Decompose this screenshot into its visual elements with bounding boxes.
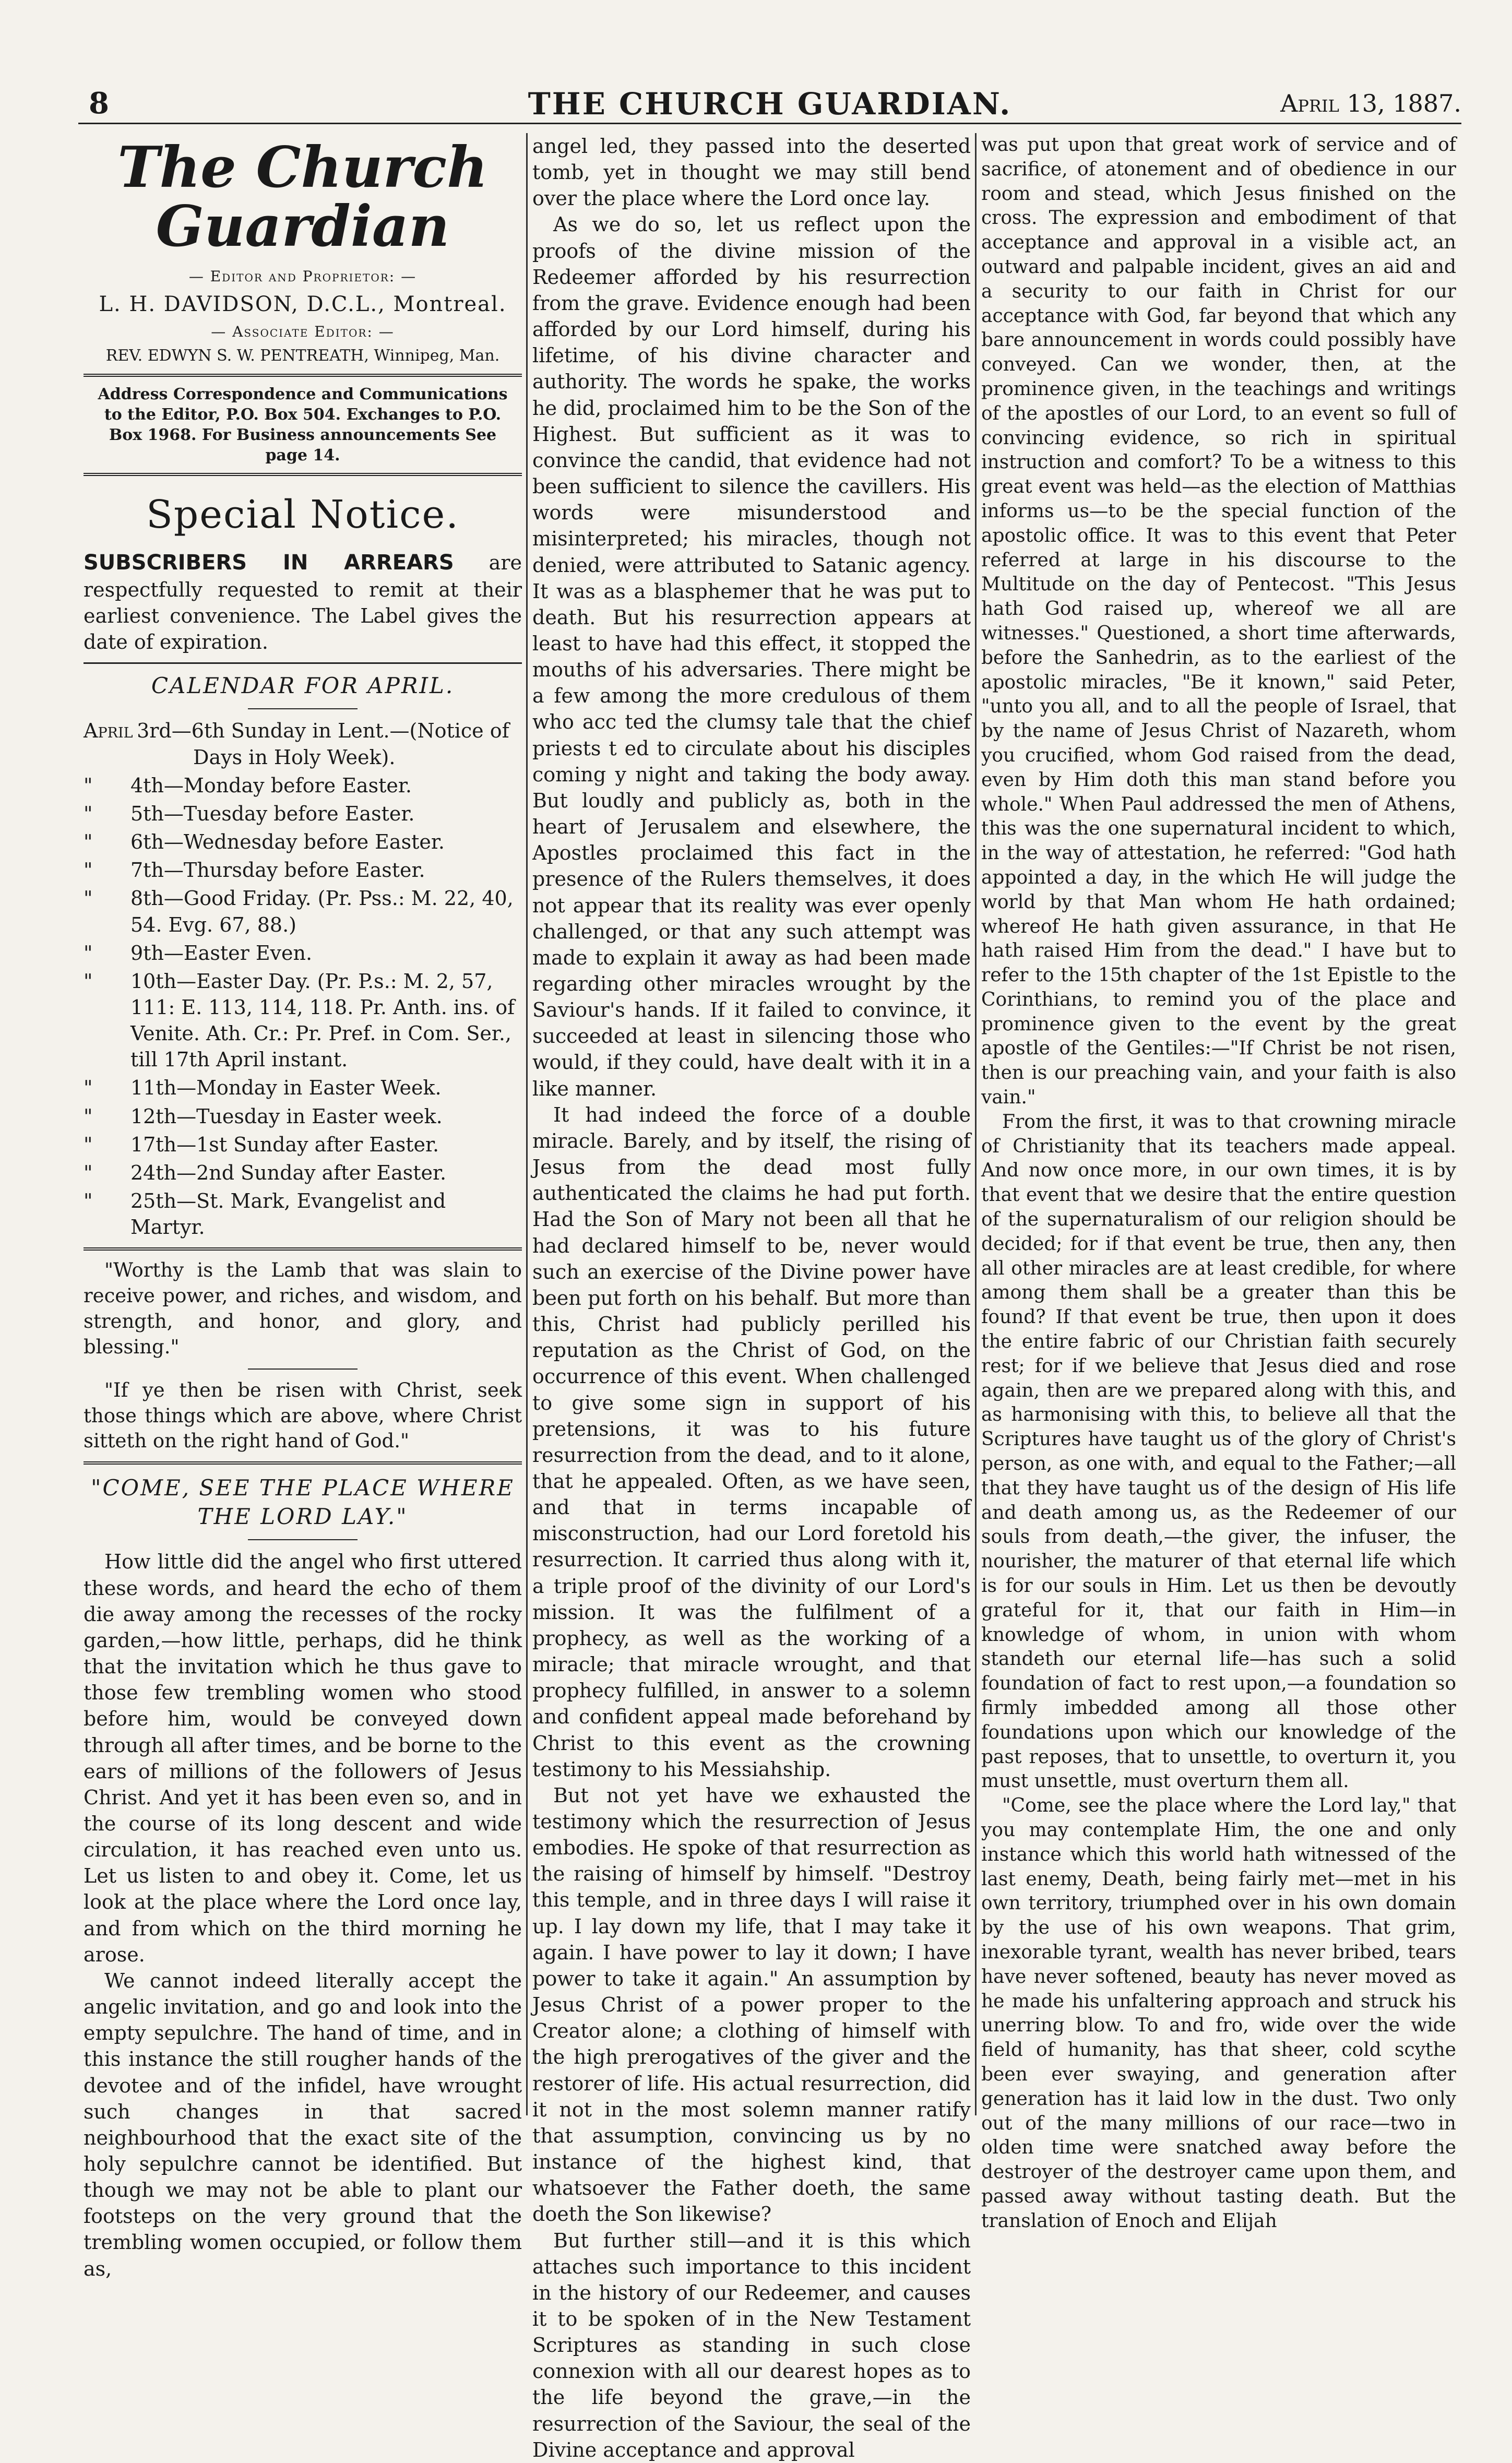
calendar-prefix: April	[84, 719, 133, 743]
calendar-item	[84, 801, 522, 827]
calendar-item	[84, 857, 522, 883]
scripture-quote: "If ye then be risen with Christ, seek those things which are above, where Christ sitteth on the right hand of God."	[84, 1378, 522, 1453]
article-paragraph: From the first, it was to that crowning miracle of Christianity that its teachers made appeal. And now once more, in our own times, it is by that event that we desire that the entire question of the supernaturalism of our religion should be decided; for if that event be true, then any, then all other miracles are at least credible, for where among them shall be a greater than this be found? If that event be true, then upon it does the entire fabric of our Christian faith securely rest; for if we believe that Jesus died and rose again, then are we prepared along with this, and as harmonising with this, to believe all that the Scriptures have taught us of the glory of Christ's person, as one with, and equal to the Father;—all that they have taught us of the design of His life and death among us, as the Redeemer of our souls from death,—the giver, the infuser, the nourisher, the maturer of that eternal life which is for our souls in Him. Let us then be devoutly grateful for it, that our faith in Him—in knowledge of whom, in union with whom standeth our eternal life—has such a solid foundation of fact to rest upon,—a foundation so firmly imbedded among all those other foundations upon which our knowledge of the past reposes, that to unsettle, to overturn it, you must unsettle, must overturn them all.	[981, 1111, 1456, 1792]
calendar-item	[84, 829, 522, 855]
calendar-item	[84, 718, 522, 770]
divider	[84, 1461, 522, 1465]
calendar-prefix: "	[84, 1161, 93, 1184]
calendar-item	[84, 940, 522, 966]
divider	[84, 1247, 522, 1251]
calendar-item	[84, 772, 522, 799]
divider	[248, 1369, 358, 1370]
calendar-prefix: "	[84, 1076, 93, 1100]
calendar-prefix: "	[84, 830, 93, 854]
calendar-text: 17th—1st Sunday after Easter.	[130, 1133, 439, 1156]
special-notice-body	[84, 549, 522, 655]
calendar-heading: CALENDAR FOR APRIL.	[151, 673, 455, 699]
editor-label: — Editor and Proprietor: —	[188, 267, 417, 285]
divider	[84, 473, 522, 476]
article-paragraph: How little did the angel who first uttered these words, and heard the echo of them die away among the recesses of the rocky garden,—how little, perhaps, did he think that the invitation which he thus gave to those few trembling women who stood before him, would be conveyed down through all after times, and be borne to the ears of millions of the followers of Jesus Christ. And yet it has been even so, and in the course of its long descent and wide circulation, it has reached even unto us. Let us listen to and obey it. Come, let us look at the place where the Lord once lay, and from which on the third morning he arose.	[84, 1550, 522, 1966]
running-head	[78, 86, 1461, 124]
associate-name: REV. EDWYN S. W. PENTREATH, Winnipeg, Man.	[105, 347, 500, 365]
calendar-text: 4th—Monday before Easter.	[130, 774, 412, 797]
column-1	[84, 133, 522, 2280]
article-paragraph: But further still—and it is this which attaches such importance to this incident in the history of our Redeemer, and causes it to be spoken of in the New Testament Scriptures as standing in such close connexion with all our dearest hopes as to the life beyond the grave,—in the resurrection of the Saviour, the seal of the Divine acceptance and approval	[532, 2229, 971, 2461]
calendar-item	[84, 1103, 522, 1129]
calendar-text: 11th—Monday in Easter Week.	[130, 1076, 442, 1100]
calendar-prefix: "	[84, 941, 93, 965]
special-notice-heading: Special Notice.	[146, 492, 459, 538]
article-title: "COME, SEE THE PLACE WHERE THE LORD LAY."	[91, 1475, 515, 1529]
calendar-text: 9th—Easter Even.	[130, 941, 313, 965]
calendar-prefix: "	[84, 802, 93, 825]
calendar-item	[84, 1132, 522, 1158]
article-paragraph: As we do so, let us reflect upon the proofs of the divine mission of the Redeemer afforded by his resurrection from the grave. Evidence enough had been afforded by our Lord himself, during his lifetime, of his divine character and authority. The words he spake, the works he did, proclaimed him to be the Son of the Highest. But sufficient as it was to convince the candid, that evidence had not been sufficient to silence the cavillers. His words were misunderstood and misinterpreted; his miracles, though not denied, were attributed to Satanic agency. It was as a blasphemer that he was put to death. But his resurrection appears at least to have had this effect, it stopped the mouths of his adversaries. There might be a few among the more credulous of them who acc ted the clumsy tale that the chief priests t ed to circulate about his disciples coming y night and taking the body away. But loudly and publicly as, both in the heart of Jerusalem and elsewhere, the Apostles proclaimed this fact in the presence of the Rulers themselves, it does not appear that its reality was ever openly challenged, or that any such attempt was made to explain it away as had been made regarding other miracles wrought by the Saviour's hands. If it failed to convince, it succeeded at least in silencing those who would, if they could, have dealt with it in a like manner.	[532, 213, 971, 1100]
column-divider	[526, 133, 528, 2115]
calendar-prefix: "	[84, 969, 93, 993]
page-number: 8	[89, 86, 109, 121]
calendar-text: 7th—Thursday before Easter.	[130, 859, 425, 882]
special-notice-text: are respectfully requested to remit at their earliest convenience. The Label gives the date of expiration.	[84, 551, 522, 653]
calendar-text: 3rd—6th Sunday in Lent.—(Notice of Days in Holy Week).	[137, 719, 509, 769]
calendar-text: 25th—St. Mark, Evangelist and Martyr.	[130, 1189, 446, 1239]
calendar-prefix: "	[84, 1104, 93, 1128]
editor-name: L. H. DAVIDSON, D.C.L., Montreal.	[99, 292, 507, 316]
calendar-prefix: "	[84, 1189, 93, 1213]
calendar-text: 10th—Easter Day. (Pr. P.s.: M. 2, 57, 111: E. 113, 114, 118. Pr. Anth. ins. of Venite. Ath. Cr.: Pr. Pref. in Com. Ser., till 17th April instant.	[130, 969, 515, 1072]
calendar-item	[84, 1188, 522, 1240]
associate-label: — Associate Editor: —	[211, 323, 395, 340]
calendar-prefix: "	[84, 774, 93, 797]
scripture-quote: "Worthy is the Lamb that was slain to receive power, and riches, and wisdom, and strength, and honor, and glory, and blessing."	[84, 1259, 522, 1358]
calendar-text: 24th—2nd Sunday after Easter.	[130, 1161, 447, 1184]
calendar-prefix: "	[84, 859, 93, 882]
address-notice: Address Correspondence and Communications to the Editor, P.O. Box 504. Exchanges to P.O. Box 1968. For Business announcements See page 14.	[98, 385, 508, 465]
newspaper-title: THE CHURCH GUARDIAN.	[528, 86, 1012, 122]
column-divider	[975, 133, 977, 2115]
calendar-text: 5th—Tuesday before Easter.	[130, 802, 415, 825]
article-paragraph: We cannot indeed literally accept the angelic invitation, and go and look into the empty sepulchre. The hand of time, and in this instance the still rougher hands of the devotee and of the infidel, have wrought such changes in that sacred neighbourhood that the exact site of the holy sepulchre cannot be identified. But though we may not be able to plant our footsteps on the very ground that the trembling women occupied, or follow them as,	[84, 1969, 522, 2280]
divider	[84, 374, 522, 377]
column-2	[532, 133, 971, 2461]
article-paragraph: angel led, they passed into the deserted tomb, yet in thought we may still bend over the place where the Lord once lay.	[532, 135, 971, 210]
article-paragraph: But not yet have we exhausted the testimony which the resurrection of Jesus embodies. He spoke of that resurrection as the raising of himself by himself. "Destroy this temple, and in three days I will raise it up. I lay down my life, that I may take it again. I have power to lay it down; I have power to take it again." An assumption by Jesus Christ of a power proper to the Creator alone; a clothing of himself with the high prerogatives of the giver and the restorer of life. His actual resurrection, did it not in the most solemn manner ratify that assumption, convincing us by no instance of the highest kind, that whatsoever the Father doeth, the same doeth the Son likewise?	[532, 1783, 971, 2226]
calendar-text: 12th—Tuesday in Easter week.	[130, 1104, 443, 1128]
calendar-text: 6th—Wednesday before Easter.	[130, 830, 445, 854]
special-notice-lead: SUBSCRIBERS IN ARREARS	[84, 550, 454, 575]
calendar-text: 8th—Good Friday. (Pr. Pss.: M. 22, 40, 54. Evg. 67, 88.)	[130, 887, 514, 936]
calendar-item	[84, 968, 522, 1073]
divider	[248, 1539, 358, 1540]
calendar-item	[84, 1160, 522, 1186]
divider	[84, 662, 522, 664]
masthead-title: The Church Guardian	[117, 135, 488, 260]
article-paragraph: "Come, see the place where the Lord lay," that you may contemplate Him, the one and only instance which this world hath witnessed of the last enemy, Death, being fairly met—met in his own territory, triumphed over in his own domain by the use of his own weapons. That grim, inexorable tyrant, wealth has never bribed, tears have never softened, beauty has never moved as he made his unfaltering approach and struck his unerring blow. To and fro, wide over the wide field of humanity, has that sheer, cold scythe been ever swaying, and generation after generation has it laid low in the dust. Two only out of the many millions of our race—two in olden time were snatched away before the destroyer of the destroyer came upon them, and passed away without tasting death. But the translation of Enoch and Elijah	[981, 1795, 1456, 2232]
divider	[248, 708, 358, 709]
calendar-item	[84, 1075, 522, 1101]
calendar-prefix: "	[84, 887, 93, 910]
issue-date: April 13, 1887.	[1280, 89, 1461, 117]
calendar-prefix: "	[84, 1133, 93, 1156]
calendar-item	[84, 885, 522, 937]
column-3	[981, 133, 1456, 2232]
calendar-list	[84, 718, 522, 1240]
article-paragraph: was put upon that great work of service and of sacrifice, of atonement and of obedience in our room and stead, which Jesus finished on the cross. The expression and embodiment of that acceptance and approval in a visible act, an outward and palpable incident, gives an aid and a security to our faith in Christ for our acceptance with God, far beyond that which any bare announcement in words could possibly have conveyed. Can we wonder, then, at the prominence given, in the teachings and writings of the apostles of our Lord, to an event so full of convincing evidence, so rich in spiritual instruction and comfort? To be a witness to this great event was held—as the election of Matthias informs us—to be the special function of the apostolic office. It was to this event that Peter referred at large in his discourse to the Multitude on the day of Pentecost. "This Jesus hath God raised up, whereof we all are witnesses." Questioned, a short time afterwards, before the Sanhedrin, as to the earliest of the apostolic miracles, "Be it known," said Peter, "unto you all, and to all the people of Israel, that by the name of Jesus Christ of Nazareth, whom you crucified, whom God raised from the dead, even by Him doth this man stand before you whole." When Paul addressed the men of Athens, this was the one supernatural incident to which, in the way of attestation, he referred: "God hath appointed a day, in the which He will judge the world by that Man whom He hath ordained; whereof He hath given assurance, in that He hath raised Him from the dead." I have but to refer to the 15th chapter of the 1st Epistle to the Corinthians, to remind you of the place and prominence given to the event by the great apostle of the Gentiles:—"If Christ be not risen, then is our preaching vain, and your faith is also vain."	[981, 134, 1456, 1109]
article-paragraph: It had indeed the force of a double miracle. Barely, and by itself, the rising of Jesus from the dead most fully authenticated the claims he had put forth. Had the Son of Mary not been all that he had declared himself to be, never would such an exercise of the Divine power have been put forth on his behalf. But more than this, Christ had publicly perilled his reputation as the Christ of God, on the occurrence of this event. When challenged to give some sign in support of his pretensions, it was to his future resurrection from the dead, and to it alone, that he appealed. Often, as we have seen, and that in terms incapable of misconstruction, had our Lord foretold his resurrection. It carried thus along with it, a triple proof of the divinity of our Lord's mission. It was the fulfilment of a prophecy, as well as the working of a miracle; that miracle wrought, and that prophecy fulfilled, in answer to a solemn and confident appeal made beforehand by Christ to this event as the crowning testimony to his Messiahship.	[532, 1103, 971, 1781]
